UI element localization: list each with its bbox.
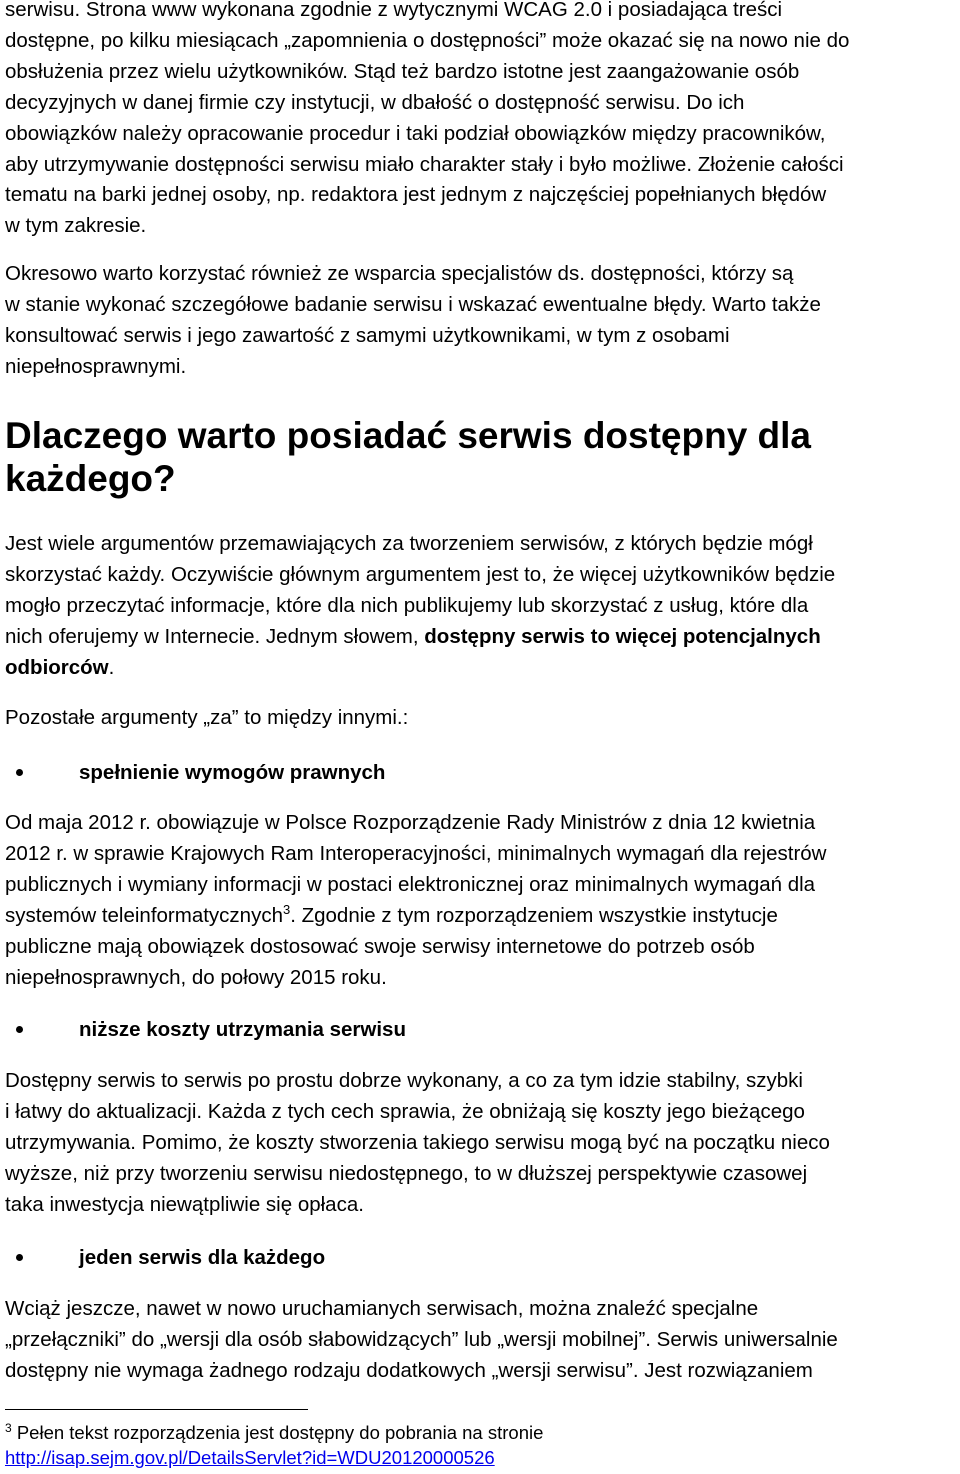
bullet-label: spełnienie wymogów prawnych: [79, 761, 386, 784]
bullet-icon: [16, 769, 23, 776]
bullet-item-one-service: [5, 1242, 955, 1273]
footnote-link[interactable]: http://isap.sejm.gov.pl/DetailsServlet?id=WDU20120000526: [5, 1447, 495, 1468]
text-line: Pozostałe argumenty „za” to między innymi.:: [5, 706, 409, 729]
text-line: Od maja 2012 r. obowiązuje w Polsce Rozporządzenie Rady Ministrów z dnia 12 kwietnia: [5, 811, 816, 834]
text-line: [5, 622, 955, 653]
bullet-item-legal: [5, 757, 955, 788]
paragraph-arguments: [5, 529, 955, 684]
text-segment: .: [108, 655, 115, 679]
text-line: Wciąż jeszcze, nawet w nowo uruchamianych serwisach, można znaleźć specjalne: [5, 1297, 759, 1320]
text-line: i łatwy do aktualizacji. Każda z tych cech sprawia, że obniżają się koszty jego bieżącego: [5, 1099, 805, 1123]
text-line: Okresowo warto korzystać również ze wsparcia specjalistów ds. dostępności, którzy są: [5, 262, 794, 285]
text-line: serwisu. Strona www wykonana zgodnie z wytycznymi WCAG 2.0 i posiadająca treści: [5, 0, 783, 21]
emphasis-text: dostępny serwis to więcej potencjalnych: [424, 624, 821, 648]
text-line: publiczne mają obowiązek dostosować swoje serwisy internetowe do potrzeb osób: [5, 934, 755, 958]
emphasis-text: odbiorców: [5, 655, 109, 679]
text-line: konsultować serwis i jego zawartość z samymi użytkownikami, w tym z osobami: [5, 323, 730, 347]
paragraph-responsibility: [5, 0, 955, 242]
text-line: Jest wiele argumentów przemawiających za tworzeniem serwisów, z których będzie mógł: [5, 532, 813, 555]
footnote-reference[interactable]: 3: [282, 901, 291, 917]
text-line: Dostępny serwis to serwis po prostu dobrze wykonany, a co za tym idzie stabilny, szybki: [5, 1069, 803, 1092]
bullet-icon: [16, 1026, 23, 1033]
bullet-item-costs: [5, 1014, 955, 1045]
text-line: w tym zakresie.: [5, 214, 147, 238]
text-line: tematu na barki jednej osoby, np. redaktora jest jednym z najczęściej popełnianych błędów: [5, 183, 827, 207]
paragraph-one-service: [5, 1294, 955, 1387]
bullet-label: niższe koszty utrzymania serwisu: [79, 1018, 406, 1041]
text-line: obsłużenia przez wielu użytkowników. Stąd też bardzo istotne jest zaangażowanie osób: [5, 59, 800, 83]
text-line: w stanie wykonać szczegółowe badanie serwisu i wskazać ewentualne błędy. Warto także: [5, 292, 821, 316]
text-line: dostępny nie wymaga żadnego rodzaju dodatkowych „wersji serwisu”. Jest rozwiązaniem: [5, 1358, 813, 1382]
text-line: skorzystać każdy. Oczywiście głównym argumentem jest to, że więcej użytkowników będzie: [5, 562, 836, 586]
text-line: niepełnosprawnych, do połowy 2015 roku.: [5, 965, 387, 989]
text-line: aby utrzymywanie dostępności serwisu miało charakter stały i było możliwe. Złożenie całości: [5, 152, 844, 176]
footnote-number: 3: [5, 1421, 12, 1435]
paragraph-costs: [5, 1066, 955, 1221]
text-line: „przełączniki” do „wersji dla osób słabowidzących” lub „wersji mobilnej”. Serwis uniwersalnie: [5, 1327, 838, 1351]
text-line: obowiązków należy opracowanie procedur i taki podział obowiązków między pracowników,: [5, 121, 826, 145]
paragraph-other-arguments: [5, 703, 955, 734]
text-line: [5, 653, 955, 684]
paragraph-specialists: [5, 259, 955, 383]
paragraph-regulation: [5, 808, 955, 993]
text-line: wyższe, niż przy tworzeniu serwisu niedostępnego, to w dłuższej perspektywie czasowej: [5, 1161, 808, 1185]
text-line: decyzyjnych w danej firmie czy instytucji, w dbałość o dostępność serwisu. Do ich: [5, 90, 745, 114]
text-line: publicznych i wymiany informacji w postaci elektronicznej oraz minimalnych wymagań dla: [5, 872, 816, 896]
bullet-label: jeden serwis dla każdego: [79, 1246, 326, 1269]
bullet-icon: [16, 1254, 23, 1261]
footnote-text-line: [5, 1420, 955, 1445]
text-line: utrzymywania. Pomimo, że koszty stworzenia takiego serwisu mogą być na początku nieco: [5, 1130, 830, 1154]
text-line: niepełnosprawnymi.: [5, 354, 187, 378]
footnote: [5, 1420, 955, 1470]
text-line: dostępne, po kilku miesiącach „zapomnienia o dostępności” może okazać się na nowo nie do: [5, 28, 850, 52]
heading-line: Dlaczego warto posiadać serwis dostępny dla: [5, 415, 812, 456]
footnote-text: Pełen tekst rozporządzenia jest dostępny do pobrania na stronie: [16, 1422, 544, 1443]
text-line: mogło przeczytać informacje, które dla nich publikujemy lub skorzystać z usług, które dla: [5, 593, 809, 617]
text-segment: . Zgodnie z tym rozporządzeniem wszystkie instytucje: [290, 903, 778, 927]
heading-line: każdego?: [5, 458, 176, 499]
section-heading: [5, 414, 955, 500]
footnote-separator: [5, 1409, 308, 1410]
text-line: 2012 r. w sprawie Krajowych Ram Interoperacyjności, minimalnych wymagań dla rejestrów: [5, 841, 827, 865]
text-segment: nich oferujemy w Internecie. Jednym słowem,: [5, 624, 425, 648]
text-line: taka inwestycja niewątpliwie się opłaca.: [5, 1192, 364, 1216]
text-line: [5, 901, 955, 932]
text-segment: systemów teleinformatycznych: [5, 903, 283, 927]
